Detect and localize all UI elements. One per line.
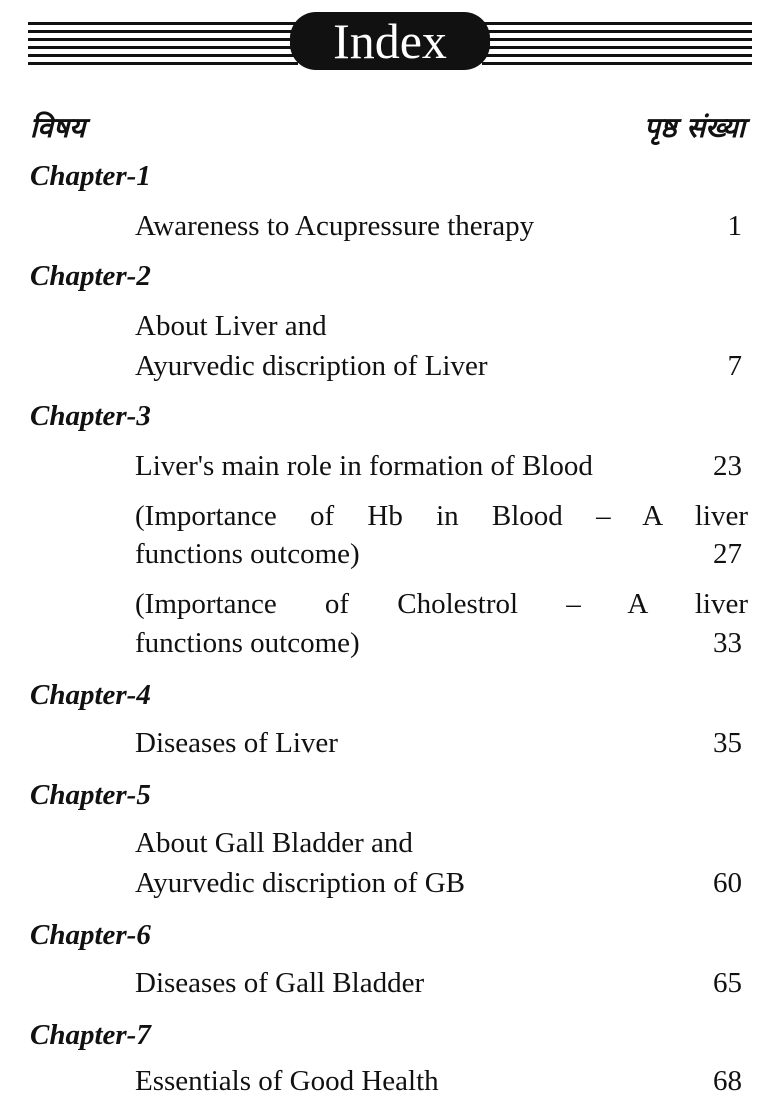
entry-title: functions outcome)	[135, 627, 360, 659]
entry-title: Diseases of Liver	[135, 727, 338, 759]
entry-title: Ayurvedic discription of GB	[135, 867, 465, 899]
entry-page: 35	[713, 727, 742, 759]
entry-title: functions outcome)	[135, 538, 360, 570]
decorative-lines-left	[28, 22, 298, 68]
entry-title: Liver's main role in formation of Blood	[135, 450, 593, 482]
entry-title: Diseases of Gall Bladder	[135, 967, 425, 999]
entry-page: 7	[727, 350, 742, 382]
chapter-heading: Chapter-5	[30, 779, 151, 811]
entry-title: About Liver and	[135, 310, 327, 342]
entry-title: Ayurvedic discription of Liver	[135, 350, 488, 382]
page-title: Index	[290, 12, 490, 70]
entry-page: 27	[713, 538, 742, 570]
entry-title: Awareness to Acupressure therapy	[135, 210, 535, 242]
entry-title: (Importance of Cholestrol – A liver	[135, 588, 748, 620]
entry-title: (Importance of Hb in Blood – A liver	[135, 500, 748, 532]
entry-page: 60	[713, 867, 742, 899]
entry-title: About Gall Bladder and	[135, 827, 413, 859]
entry-page: 68	[713, 1065, 742, 1097]
chapter-heading: Chapter-2	[30, 260, 151, 292]
chapter-heading: Chapter-1	[30, 160, 151, 192]
entry-page: 23	[713, 450, 742, 482]
decorative-lines-right	[482, 22, 752, 68]
chapter-heading: Chapter-7	[30, 1019, 151, 1051]
entry-title: Essentials of Good Health	[135, 1065, 439, 1097]
chapter-heading: Chapter-3	[30, 400, 151, 432]
chapter-heading: Chapter-6	[30, 919, 151, 951]
entry-page: 33	[713, 627, 742, 659]
entry-page: 65	[713, 967, 742, 999]
entry-page: 1	[727, 210, 742, 242]
chapter-heading: Chapter-4	[30, 679, 151, 711]
subject-heading: विषय	[30, 111, 86, 144]
page-number-heading: पृष्ठ संख्या	[644, 111, 745, 144]
